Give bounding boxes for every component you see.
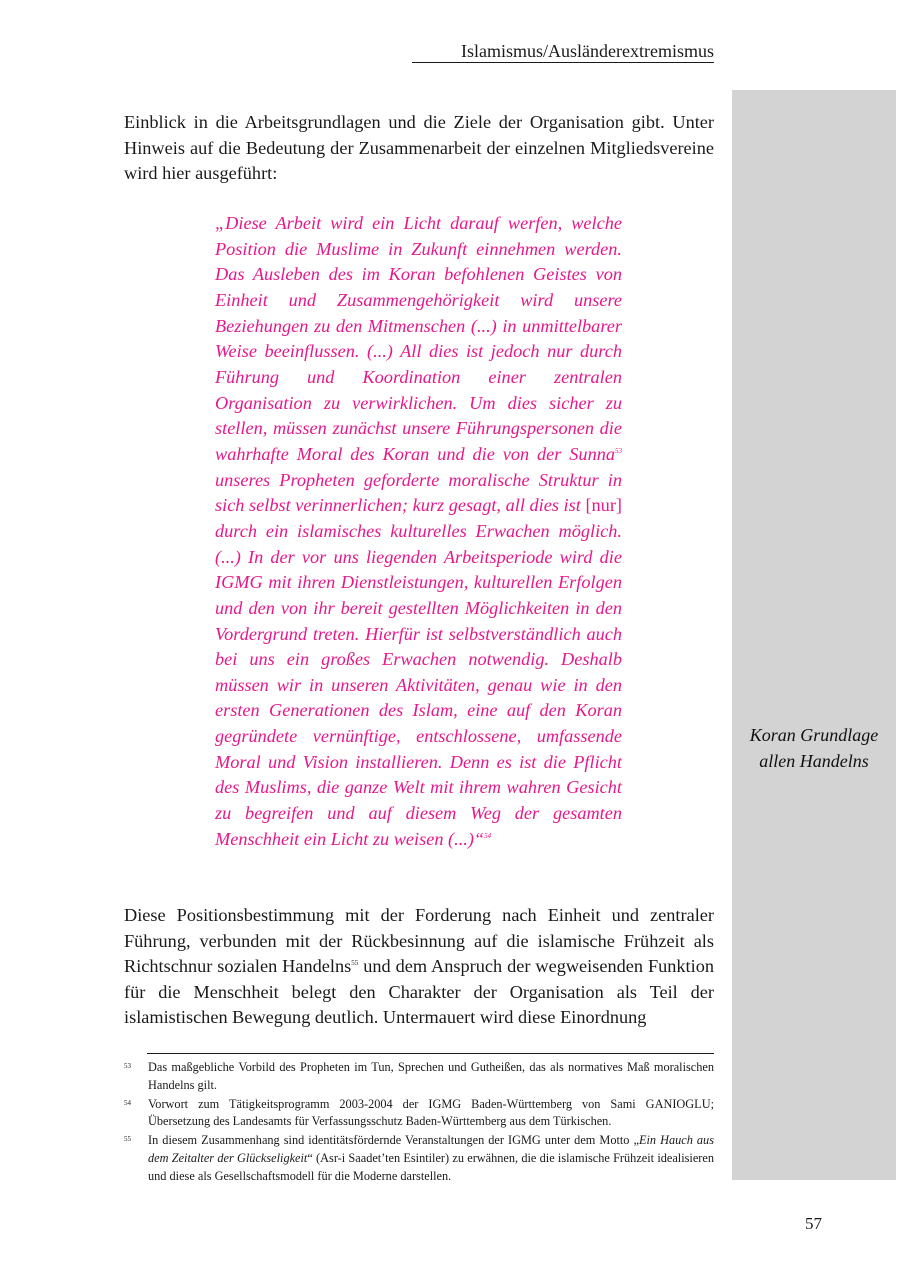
- running-header: [412, 40, 714, 63]
- page-number: 57: [805, 1214, 822, 1233]
- footnote-text: [148, 1132, 714, 1185]
- quote-text-2: unseres Propheten geforderte moralische Struktur in sich selbst verinnerlichen; kurz gesagt, all dies ist: [215, 469, 622, 516]
- footnote-54: [124, 1096, 714, 1132]
- footnote-ref-54: 54: [484, 831, 492, 840]
- margin-note: [732, 722, 896, 774]
- margin-note-line-1: Koran Grundlage: [749, 725, 879, 745]
- block-quote: [215, 211, 622, 852]
- footnote-number: 55: [124, 1135, 131, 1144]
- footnote-55: [124, 1132, 714, 1185]
- quote-text-1: „Diese Arbeit wird ein Licht darauf werfen, welche Position die Muslime in Zukunft einnehmen werden. Das Ausleben des im Koran befohlenen Geistes von Einheit und Zusammengehörigkeit wird unsere Beziehungen zu den Mitmenschen (...) in unmittelbarer Weise beeinflussen. (...) All dies ist jedoch nur durch Führung und Koordination einer zentralen Organisation zu verwirklichen. Um dies sicher zu stellen, müssen zunächst unsere Führungspersonen die wahrhafte Moral des Koran und die von der Sunna: [215, 213, 622, 464]
- intro-paragraph: Einblick in die Arbeitsgrundlagen und die Ziele der Organisation gibt. Unter Hinweis auf die Bedeutung der Zusammenarbeit der einzelnen Mitgliedsvereine wird hier ausgeführt:: [124, 112, 714, 184]
- paragraph-text-2: und dem Anspruch der wegweisenden Funktion für die Menschheit belegt den Charakter der Organisation als Teil der islamistischen Bewegung deutlich. Untermauert wird diese Einordnung: [124, 956, 714, 1028]
- margin-note-line-2: allen Handelns: [759, 751, 869, 771]
- footnote-text-part-2: “ (Asr-i Saadet’ten Esintiler) zu erwähnen, die die islamische Frühzeit idealisieren und diese als Gesellschaftsmodell für die Moderne darstellen.: [148, 1150, 714, 1183]
- footnote-text: Das maßgebliche Vorbild des Propheten im Tun, Sprechen und Gutheißen, das als normatives Maß moralischen Handelns gilt.: [148, 1060, 714, 1092]
- footnote-53: [124, 1059, 714, 1095]
- header-title: Islamismus/Ausländerextremismus: [461, 41, 714, 61]
- footnote-number: 53: [124, 1062, 131, 1070]
- footnote-motto: Ein Hauch aus dem Zeitalter der Glückseligkeit: [148, 1133, 714, 1165]
- quote-text-3: durch ein islamisches kulturelles Erwachen möglich. (...) In der vor uns liegenden Arbeitsperiode wird die IGMG mit ihren Dienstleistungen, kulturellen Erfolgen und den von ihr bereit gestellten Möglichkeiten in den Vordergrund treten. Hierfür ist selbstverständlich auch bei uns ein großes Erwachen notwendig. Deshalb müssen wir in unseren Aktivitäten, genau wie in den ersten Generationen des Islam, eine auf den Koran gegründete vernünftige, entschlossene, umfassende Moral und Vision installieren. Denn es ist die Pflicht des Muslims, die ganze Welt mit ihrem wahren Gesicht zu begreifen und auf diesem Weg der gesamten Menschheit ein Licht zu weisen (...)“: [215, 520, 622, 849]
- footnote-number: 54: [124, 1098, 131, 1107]
- footnote-ref-55: 55: [351, 959, 359, 968]
- body-paragraph: [124, 903, 714, 1031]
- footnote-separator: [147, 1053, 714, 1054]
- footnote-text: Vorwort zum Tätigkeitsprogramm 2003-2004 der IGMG Baden-Württemberg von Sami GANIOGLU; Übersetzung des Landesamts für Verfassungsschutz Baden-Württemberg aus dem Türkischen.: [148, 1096, 714, 1129]
- footnote-text-part-1: In diesem Zusammenhang sind identitätsfördernde Veranstaltungen der IGMG unter dem Motto „: [148, 1133, 639, 1148]
- footnote-ref-53: 53: [615, 446, 622, 455]
- margin-sidebar: [732, 90, 896, 1180]
- quote-bracket-insert: [nur]: [585, 495, 622, 516]
- footnotes: [124, 1059, 714, 1187]
- paragraph-text-1: Diese Positionsbestimmung mit der Forderung nach Einheit und zentraler Führung, verbunden mit der Rückbesinnung auf die islamische Frühzeit als Richtschnur sozialen Handelns: [124, 905, 714, 977]
